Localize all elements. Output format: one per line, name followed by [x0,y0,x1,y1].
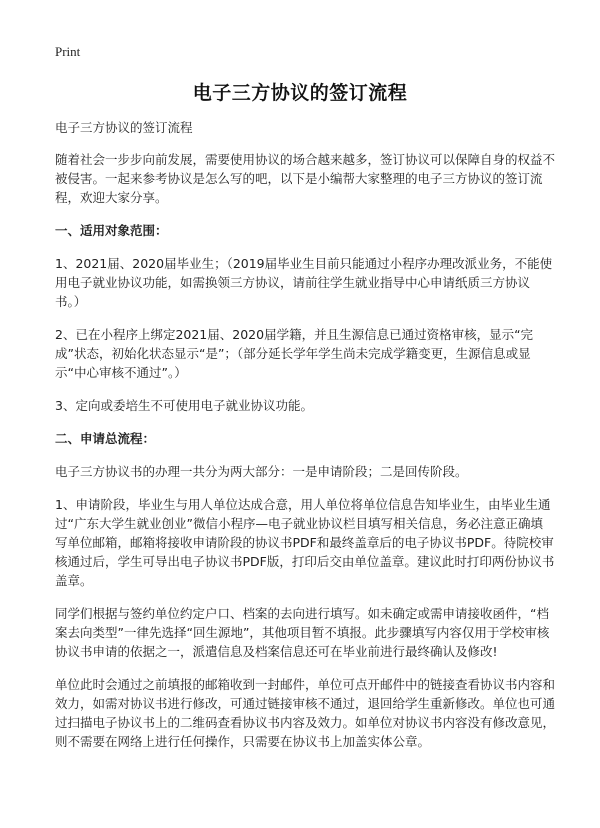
article-subtitle: 电子三方协议的签订流程 [55,120,193,135]
process-paragraph: 电子三方协议书的办理一共分为两大部分：一是申请阶段；二是回传阶段。 [55,464,468,479]
process-paragraph: 同学们根据与签约单位约定户口、档案的去向进行填写。如未确定或需申请接收函件，“档案去向类型”一律先选择“回生源地”，其他项目暂不填报。此步骤填写内容仅用于学校审核协议书申请的依据之一，派遣信息及档案信息还可在毕业前进行最终确认及修改! [55,606,550,659]
scope-item: 1、2021届、2020届毕业生；（2019届毕业生目前只能通过小程序办理改派业务，不能使用电子就业协议功能，如需换领三方协议，请前往学生就业指导中心申请纸质三方协议书。） [55,256,553,309]
section-heading-scope: 一、适用对象范围： [55,223,168,238]
print-link[interactable]: Print [55,44,81,59]
process-paragraph: 单位此时会通过之前填报的邮箱收到一封邮件，单位可点开邮件中的链接查看协议书内容和效力，如需对协议书进行修改，可通过链接审核不通过，退回给学生重新修改。单位也可通过扫描电子协议书上的二维码查看协议书内容及效力。如单位对协议书内容没有修改意见，则不需要在网络上进行任何操作，只需要在协议书上加盖实体公章。 [55,677,556,749]
intro-paragraph: 随着社会一步步向前发展，需要使用协议的场合越来越多，签订协议可以保障自身的权益不被侵害。一起来参考协议是怎么写的吧，以下是小编帮大家整理的电子三方协议的签订流程，欢迎大家分享。 [55,152,556,205]
page-title: 电子三方协议的签订流程 [192,82,408,104]
section-heading-process: 二、申请总流程： [55,431,156,446]
scope-item: 2、已在小程序上绑定2021届、2020届学籍，并且生源信息已通过资格审核，显示“完成”状态，初始化状态显示“是”；（部分延长学年学生尚未完成学籍变更，生源信息或显示“中心审核不通过”。） [55,327,534,380]
process-paragraph: 1、申请阶段，毕业生与用人单位达成合意，用人单位将单位信息告知毕业生，由毕业生通过“广东大学生就业创业”微信小程序—电子就业协议栏目填写相关信息，务必注意正确填写单位邮箱，邮箱将接收申请阶段的协议书PDF和最终盖章后的电子协议书PDF。待院校审核通过后，学生可导出电子协议书PDF版，打印后交由单位盖章。建议此时打印两份协议书盖章。 [55,497,555,588]
article-body [55,118,555,765]
scope-item: 3、定向或委培生不可使用电子就业协议功能。 [55,398,313,413]
